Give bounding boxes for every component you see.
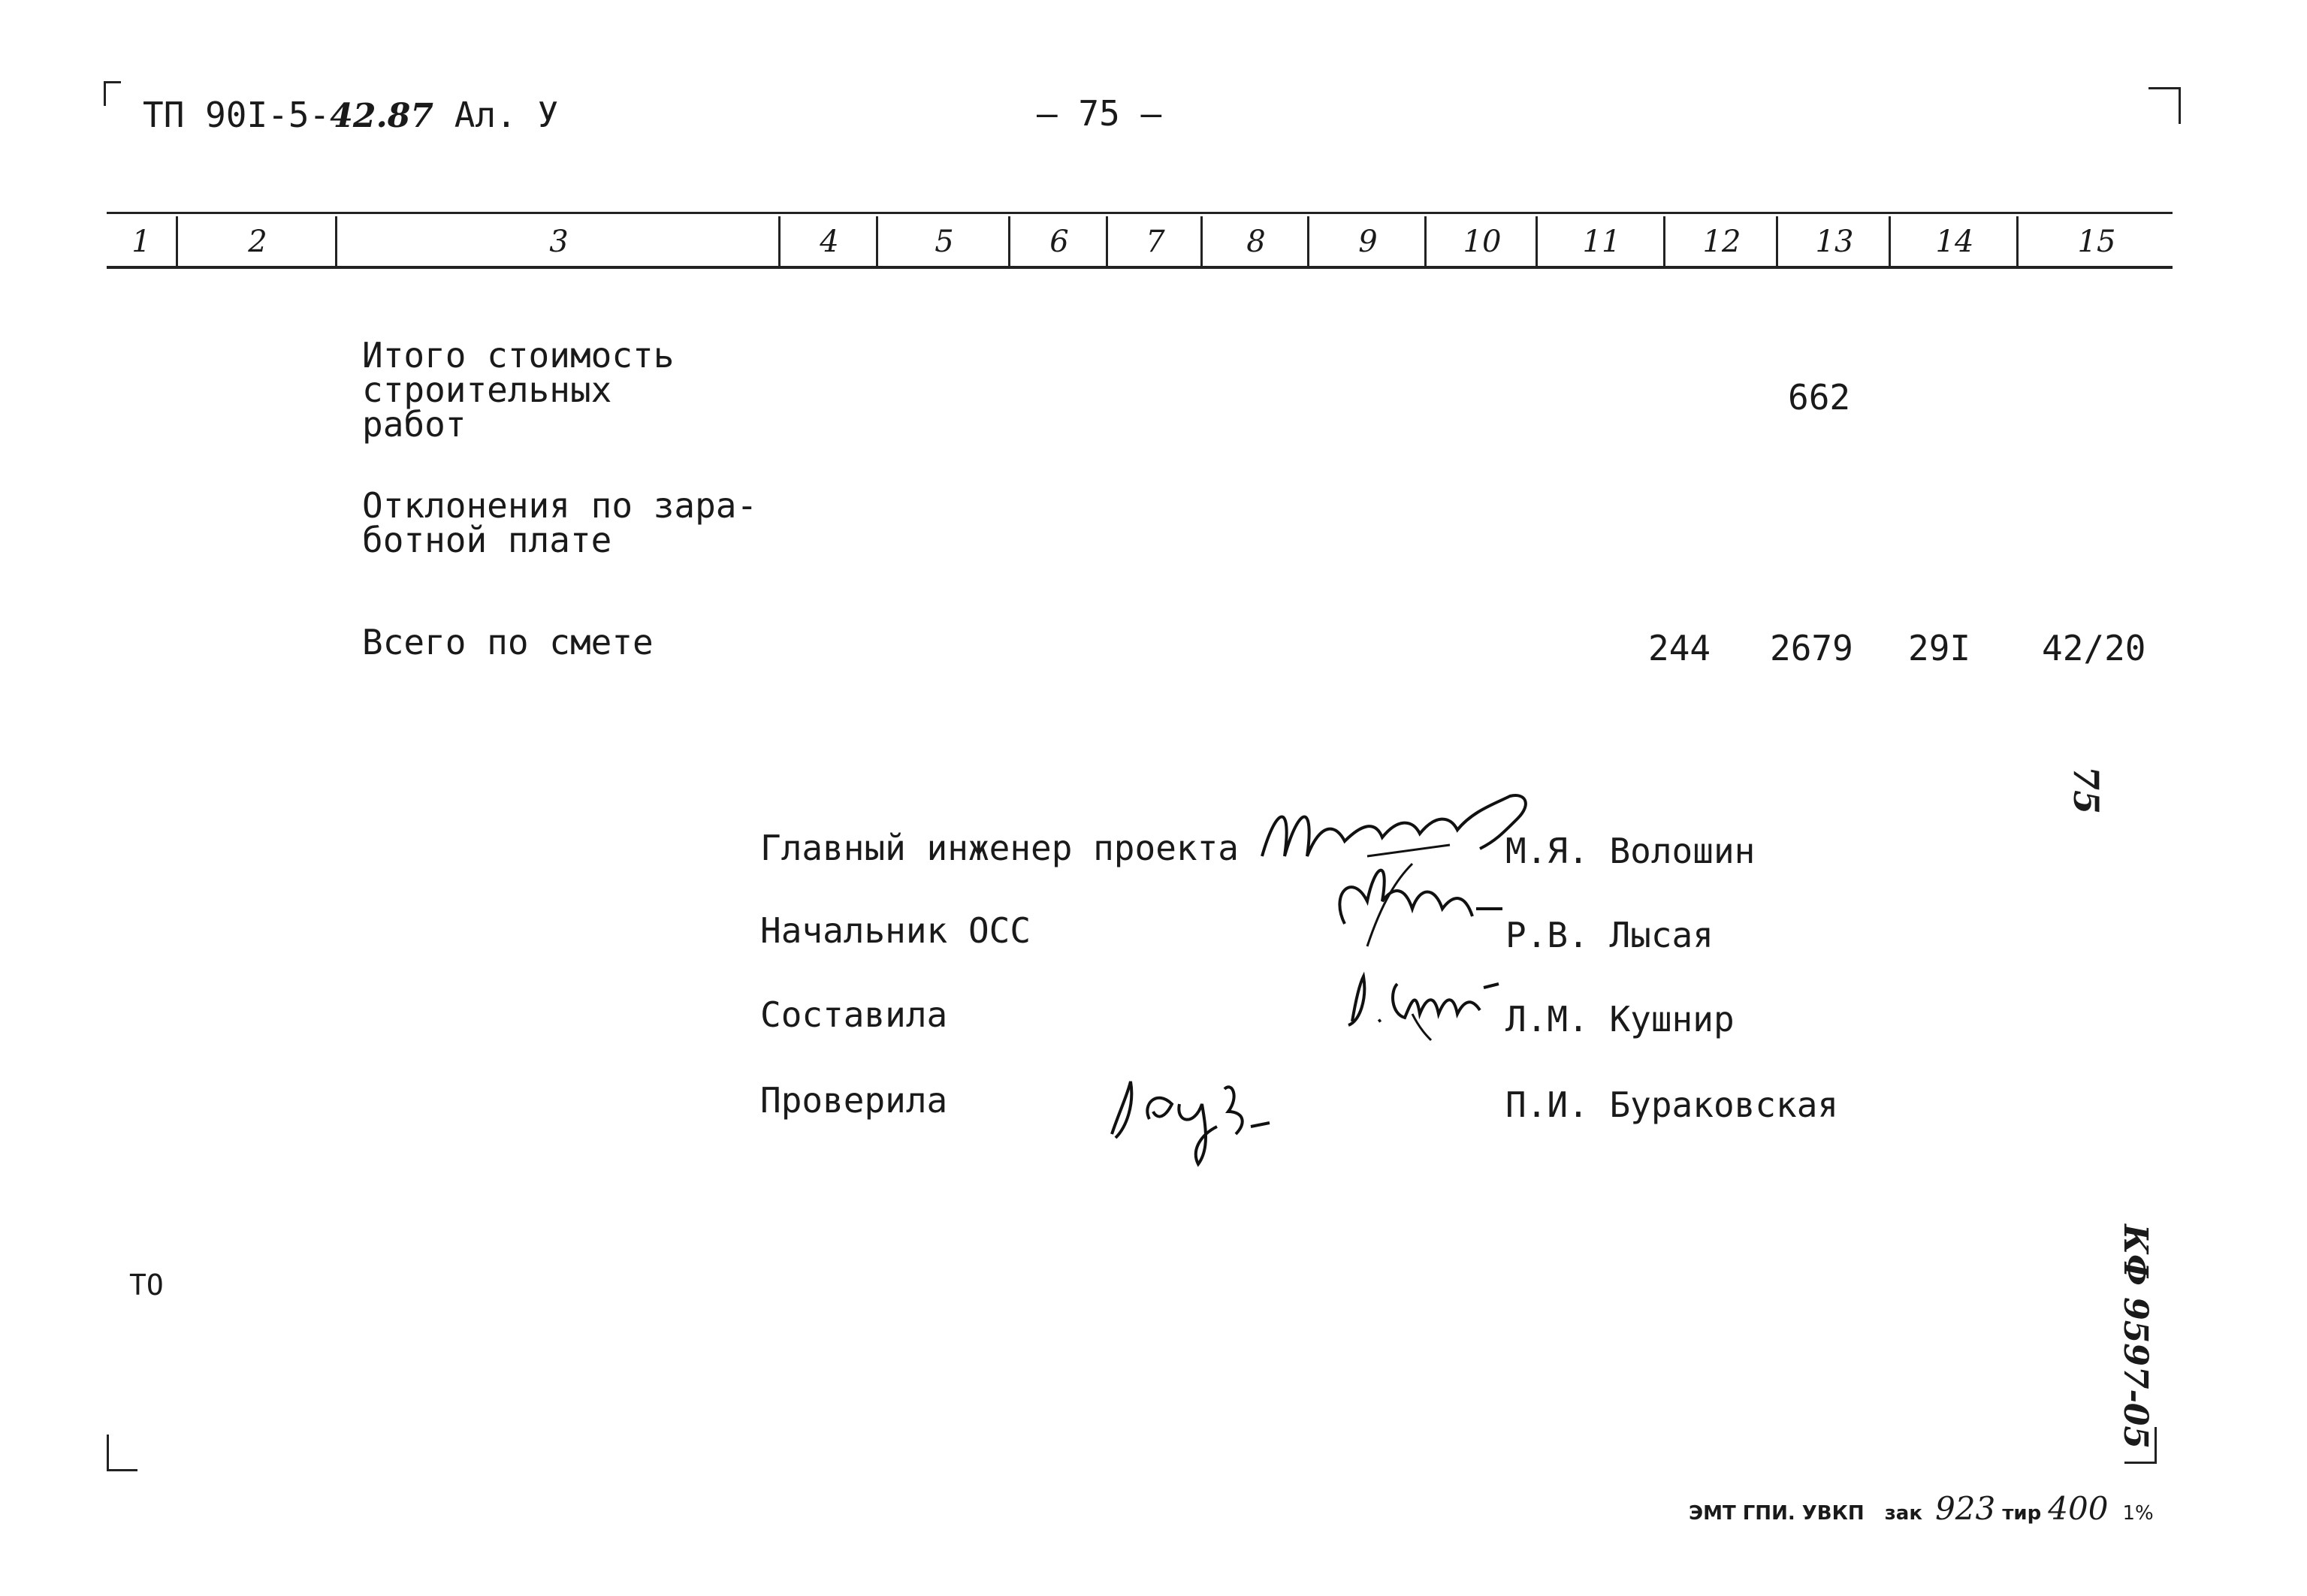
row-label-wage-deviation: Отклонения по зара- ботной плате	[362, 485, 758, 560]
header-cell-5: 5	[876, 216, 1010, 267]
document-code-handwritten: 42.87	[330, 97, 434, 135]
header-cell-7: 7	[1106, 216, 1203, 267]
print-footer-tir-value: 400	[2048, 1490, 2109, 1527]
corner-mark-bottom-left	[107, 1435, 137, 1471]
signature-role-chief-engineer: Главный инженер проекта	[760, 828, 1239, 868]
print-footer-zak-value: 923	[1935, 1490, 1996, 1527]
to-mark: ТО	[129, 1269, 164, 1302]
signature-role-oss-head: Начальник ОСС	[760, 910, 1031, 951]
margin-page-number: 75	[2066, 766, 2106, 815]
print-footer-tail: 1%	[2122, 1502, 2154, 1525]
row-value-estimate-total-col13: 2679	[1770, 628, 1853, 668]
signature-name-oss-head: Р.В. Лысая	[1505, 915, 1714, 955]
header-cell-9: 9	[1307, 216, 1427, 267]
header-cell-6: 6	[1008, 216, 1108, 267]
document-code-prefix: ТП 90I-5-	[143, 95, 331, 135]
row-value-construction-total-col13: 662	[1788, 377, 1851, 418]
print-footer-tir-label: тир	[2002, 1502, 2042, 1525]
header-cell-13: 13	[1776, 216, 1891, 267]
header-cell-2: 2	[176, 216, 337, 267]
handwritten-signature-compiled-by	[1337, 954, 1510, 1044]
row-value-estimate-total-col12: 244	[1648, 628, 1711, 668]
handwritten-signature-oss-head	[1322, 856, 1517, 954]
row-value-estimate-total-col15: 42/20	[2042, 628, 2146, 668]
signature-role-checked-by: Проверила	[760, 1080, 948, 1121]
header-cell-4: 4	[778, 216, 878, 267]
signature-name-chief-engineer: М.Я. Волошин	[1505, 831, 1756, 871]
header-cell-3: 3	[335, 216, 781, 267]
signature-name-compiled-by: Л.М. Кушнир	[1505, 999, 1735, 1039]
document-code-suffix: Ал. У	[454, 95, 559, 135]
print-footer	[1689, 1490, 2154, 1527]
signature-role-compiled-by: Составила	[760, 994, 948, 1035]
header-cell-14: 14	[1889, 216, 2019, 267]
header-cell-8: 8	[1200, 216, 1309, 267]
margin-code: КФ 9597-05	[2116, 1224, 2155, 1450]
header-cell-15: 15	[2016, 216, 2175, 267]
row-value-estimate-total-col14: 29I	[1908, 628, 1971, 668]
row-label-estimate-total: Всего по смете	[362, 622, 654, 662]
header-top-rule	[107, 212, 2173, 214]
page-number: — 75 —	[1037, 93, 1162, 134]
header-cell-12: 12	[1663, 216, 1778, 267]
handwritten-signature-checked-by	[1097, 1051, 1292, 1179]
print-footer-printed: ЭМТ ГПИ. УВКП	[1689, 1502, 1865, 1525]
header-cell-11: 11	[1535, 216, 1665, 267]
header-cell-1: 1	[131, 225, 151, 259]
row-label-construction-total: Итого стоимость строительных работ	[362, 335, 675, 445]
header-cell-10: 10	[1424, 216, 1538, 267]
print-footer-zak-label: зак	[1884, 1502, 1923, 1525]
signature-name-checked-by: П.И. Бураковская	[1505, 1085, 1839, 1125]
